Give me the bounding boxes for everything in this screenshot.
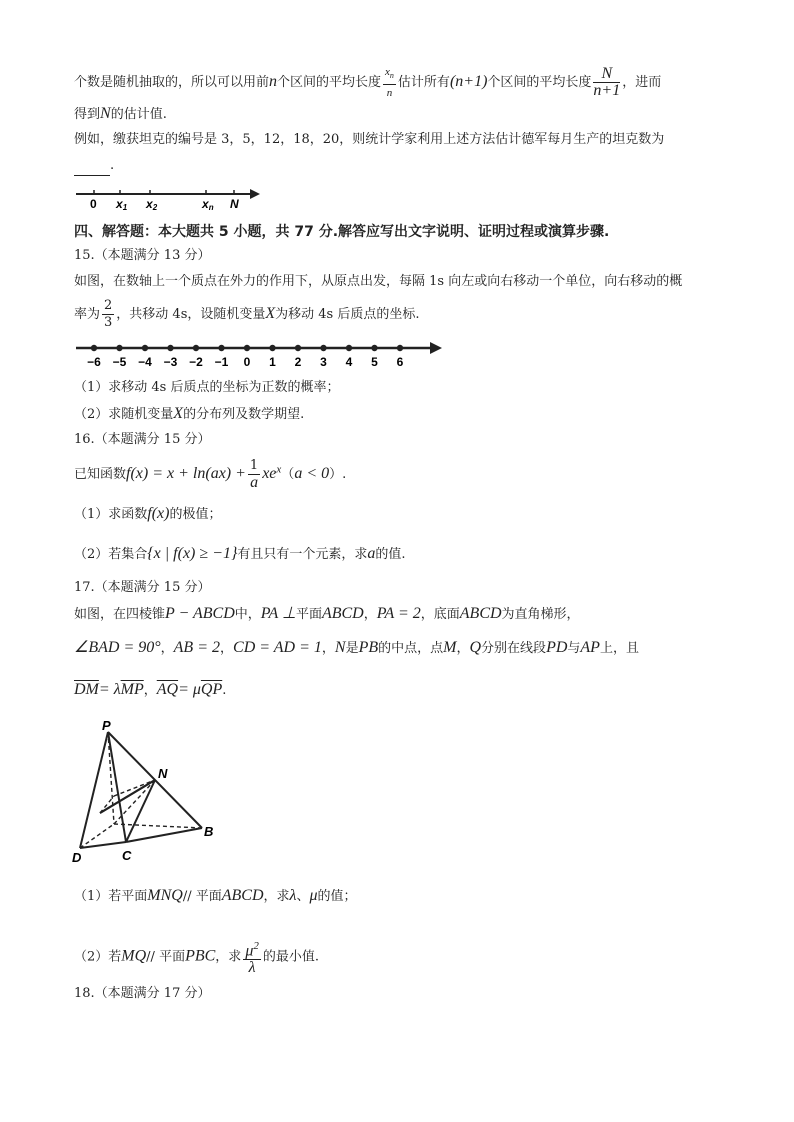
label-D: D [72, 850, 82, 865]
var-PD: PD [546, 639, 568, 656]
text: （1）若平面 [74, 889, 148, 904]
text: 个区间的平均长度 [277, 75, 382, 91]
axis1-label: x2 [146, 197, 158, 212]
text: 与 [567, 641, 581, 656]
pyramid-figure [70, 718, 220, 868]
var-Q: Q [469, 639, 482, 656]
expr: (n+1) [449, 73, 488, 91]
label-C: C [122, 848, 132, 863]
text: 的值； [317, 889, 357, 904]
q17-header: 17.（本题满分 15 分） [74, 580, 211, 595]
text: （ [281, 467, 295, 482]
text: 例如，缴获坦克的编号是 3，5，12，18，20，则统计学家利用上述方法估计德军每月生产的坦克数为 [74, 132, 665, 147]
axis2-point [142, 345, 148, 351]
q15-part-1: （1）求移动 4s 后质点的坐标为正数的概率； [74, 380, 340, 395]
text: 为直角梯形， [501, 607, 580, 622]
section-4-title: 四、解答题：本大题共 5 小题，共 77 分.解答应写出文字说明、证明过程或演算步骤. [74, 224, 610, 240]
q16-part-1 [74, 504, 222, 525]
text: 已知函数 [74, 467, 127, 482]
label-B: B [204, 824, 214, 839]
fraction-mu2-over-lambda [243, 938, 261, 976]
axis2-point [269, 345, 275, 351]
fraction-xn-over-n [383, 64, 396, 101]
text: 分别在线段 [481, 641, 547, 656]
text: // 平面 [146, 949, 186, 965]
text: （2）若集合 [74, 547, 148, 562]
var-N: N [100, 105, 111, 122]
condition: a < 0 [294, 465, 330, 482]
text: 的中点，点 [378, 641, 444, 656]
intro-line-3 [74, 130, 664, 150]
q17-text-3 [74, 680, 226, 701]
expr: xe [262, 465, 277, 482]
text: （2）若 [74, 949, 122, 965]
q17-part-1 [74, 886, 357, 907]
expr: ABCD [221, 887, 264, 904]
q16-text-1 [74, 458, 346, 491]
text: ，进而 [622, 75, 662, 91]
fraction-N-over-n-plus-1 [593, 66, 620, 99]
var-N: N [334, 639, 346, 656]
q16-part-2 [74, 544, 406, 565]
text: 、 [296, 889, 310, 904]
text: . [222, 683, 227, 698]
var-X: X [265, 305, 276, 322]
fraction-2-3 [102, 298, 114, 331]
text: ， [321, 641, 335, 656]
axis1-label: 0 [90, 197, 97, 211]
subscript: n [389, 71, 394, 81]
axis2-point [346, 345, 352, 351]
expr: ∠BAD = 90° [74, 639, 161, 656]
label-P: P [102, 718, 111, 733]
vector-MP: $\overline{MP}$ [120, 681, 144, 698]
text: ， [363, 607, 377, 622]
axis-arrow [250, 189, 260, 199]
set-expr: {x | f(x) ≥ −1} [147, 545, 238, 562]
text: （1）求函数 [74, 507, 148, 522]
edge-CB [126, 828, 202, 842]
text: ， [220, 641, 234, 656]
expr: ABCD [459, 605, 502, 622]
text: 的最小值. [262, 949, 319, 965]
answer-blank [74, 163, 110, 176]
expr: = λ [98, 681, 121, 698]
text: 个数是随机抽取的，所以可以用前 [74, 75, 270, 91]
axis2-point [91, 345, 97, 351]
text: ， [456, 641, 470, 656]
axis-arrow [430, 342, 442, 354]
text: 的值. [375, 547, 406, 562]
axis2-label: −5 [112, 355, 127, 369]
axis2-point [295, 345, 301, 351]
text: ，底面 [420, 607, 460, 622]
q17-part-2 [74, 938, 319, 976]
axis2-label: −2 [189, 355, 203, 369]
axis2-point [320, 345, 326, 351]
text: 上，且 [599, 641, 639, 656]
text: // 平面 [182, 889, 222, 904]
expr: AB = 2 [173, 639, 220, 656]
fraction-1-over-a [248, 458, 260, 491]
q18-header: 18.（本题满分 17 分） [74, 986, 211, 1001]
q15-text-2 [74, 298, 420, 331]
axis1-label: xn [202, 197, 214, 212]
var-n: n [269, 73, 278, 91]
axis2-label: 1 [269, 355, 276, 369]
text: ， [160, 641, 174, 656]
var-a: a [367, 545, 376, 562]
numerator: 2 [104, 298, 113, 313]
numerator: x [385, 66, 390, 78]
axis2-label: 5 [371, 355, 378, 369]
var-AP: AP [580, 639, 600, 656]
expr: P − ABCD [165, 605, 235, 622]
text: ， [143, 683, 157, 698]
axis2-label: −1 [214, 355, 229, 369]
var-M: M [443, 639, 457, 656]
expr: CD = AD = 1 [233, 639, 322, 656]
expr: f(x) [147, 505, 170, 522]
text: 的估计值. [110, 107, 167, 122]
text: ，求 [215, 949, 242, 965]
expr: ABCD [321, 605, 364, 622]
q15-header: 15.（本题满分 13 分） [74, 248, 211, 263]
numerator: 1 [249, 458, 259, 473]
axis2-label: −3 [163, 355, 178, 369]
text: 的极值； [169, 507, 222, 522]
text: 的分布列及数学期望. [183, 407, 305, 422]
number-line-sample [74, 184, 264, 212]
text: ，共移动 4s，设随机变量 [116, 307, 266, 322]
superscript: x [276, 463, 282, 476]
denominator: λ [248, 959, 256, 977]
axis2-label: 4 [345, 355, 353, 369]
q16-header: 16.（本题满分 15 分） [74, 432, 211, 447]
text: 为移动 4s 后质点的坐标. [275, 307, 420, 322]
text: ，求 [263, 889, 290, 904]
q15-text-1: 如图，在数轴上一个质点在外力的作用下，从原点出发，每隔 1s 向左或向右移动一个单位，向右移动的概 [74, 274, 683, 289]
text: （2）求随机变量 [74, 407, 174, 422]
expr: = μ [178, 681, 201, 698]
expr: PA ⊥ [260, 605, 296, 622]
text: ）. [329, 467, 347, 482]
expr: PBC [185, 947, 216, 965]
axis2-point [167, 345, 173, 351]
axis2-point [218, 345, 224, 351]
vector-QP: $\overline{QP}$ [200, 681, 223, 698]
var-mu: μ [309, 887, 318, 904]
text: 率为 [74, 307, 101, 322]
q17-text-2 [74, 638, 639, 659]
expr: PA = 2 [376, 605, 421, 622]
intro-line-1 [74, 64, 661, 101]
var-PB: PB [358, 639, 379, 656]
intro-line-2 [74, 104, 167, 125]
denominator: a [250, 474, 259, 491]
denominator: n+1 [593, 82, 621, 100]
axis2-point [116, 345, 122, 351]
numerator: μ [245, 942, 254, 960]
vector-AQ: $\overline{AQ}$ [156, 681, 179, 698]
text: . [110, 158, 115, 173]
q17-text-1 [74, 604, 580, 625]
axis1-label: N [230, 197, 239, 211]
var-X: X [173, 405, 184, 422]
var-lambda: λ [289, 887, 297, 904]
text: 有且只有一个元素，求 [237, 547, 368, 562]
intro-line-4 [74, 156, 114, 176]
numerator: N [593, 66, 620, 83]
text: 中， [234, 607, 261, 622]
number-line-q15 [74, 338, 444, 372]
axis2-point [193, 345, 199, 351]
text: 得到 [74, 107, 101, 122]
axis2-label: 6 [396, 355, 404, 369]
axis2-label: −6 [87, 355, 101, 369]
denominator: n [386, 87, 393, 100]
axis2-label: 3 [320, 355, 327, 369]
axis2-point [397, 345, 403, 351]
text: 如图，在四棱锥 [74, 607, 166, 622]
axis2-label: 0 [243, 355, 251, 369]
text: 是 [345, 641, 359, 656]
label-N: N [158, 766, 168, 781]
edge-AB-hidden [114, 824, 202, 828]
denominator: 3 [104, 315, 113, 330]
function-def: f(x) = x + ln(ax) + [126, 465, 246, 482]
axis1-label: x1 [116, 197, 128, 212]
text: 估计所有 [397, 75, 450, 91]
expr: MQ [121, 947, 147, 965]
axis2-label: −4 [138, 355, 152, 369]
q15-part-2 [74, 404, 304, 425]
text: 个区间的平均长度 [487, 75, 592, 91]
axis2-point [244, 345, 250, 351]
vector-DM: $\overline{DM}$ [74, 681, 99, 698]
text: 平面 [295, 607, 322, 622]
axis2-label: 2 [294, 355, 302, 369]
axis2-point [371, 345, 377, 351]
expr: MNQ [147, 887, 183, 904]
superscript: 2 [253, 940, 259, 952]
